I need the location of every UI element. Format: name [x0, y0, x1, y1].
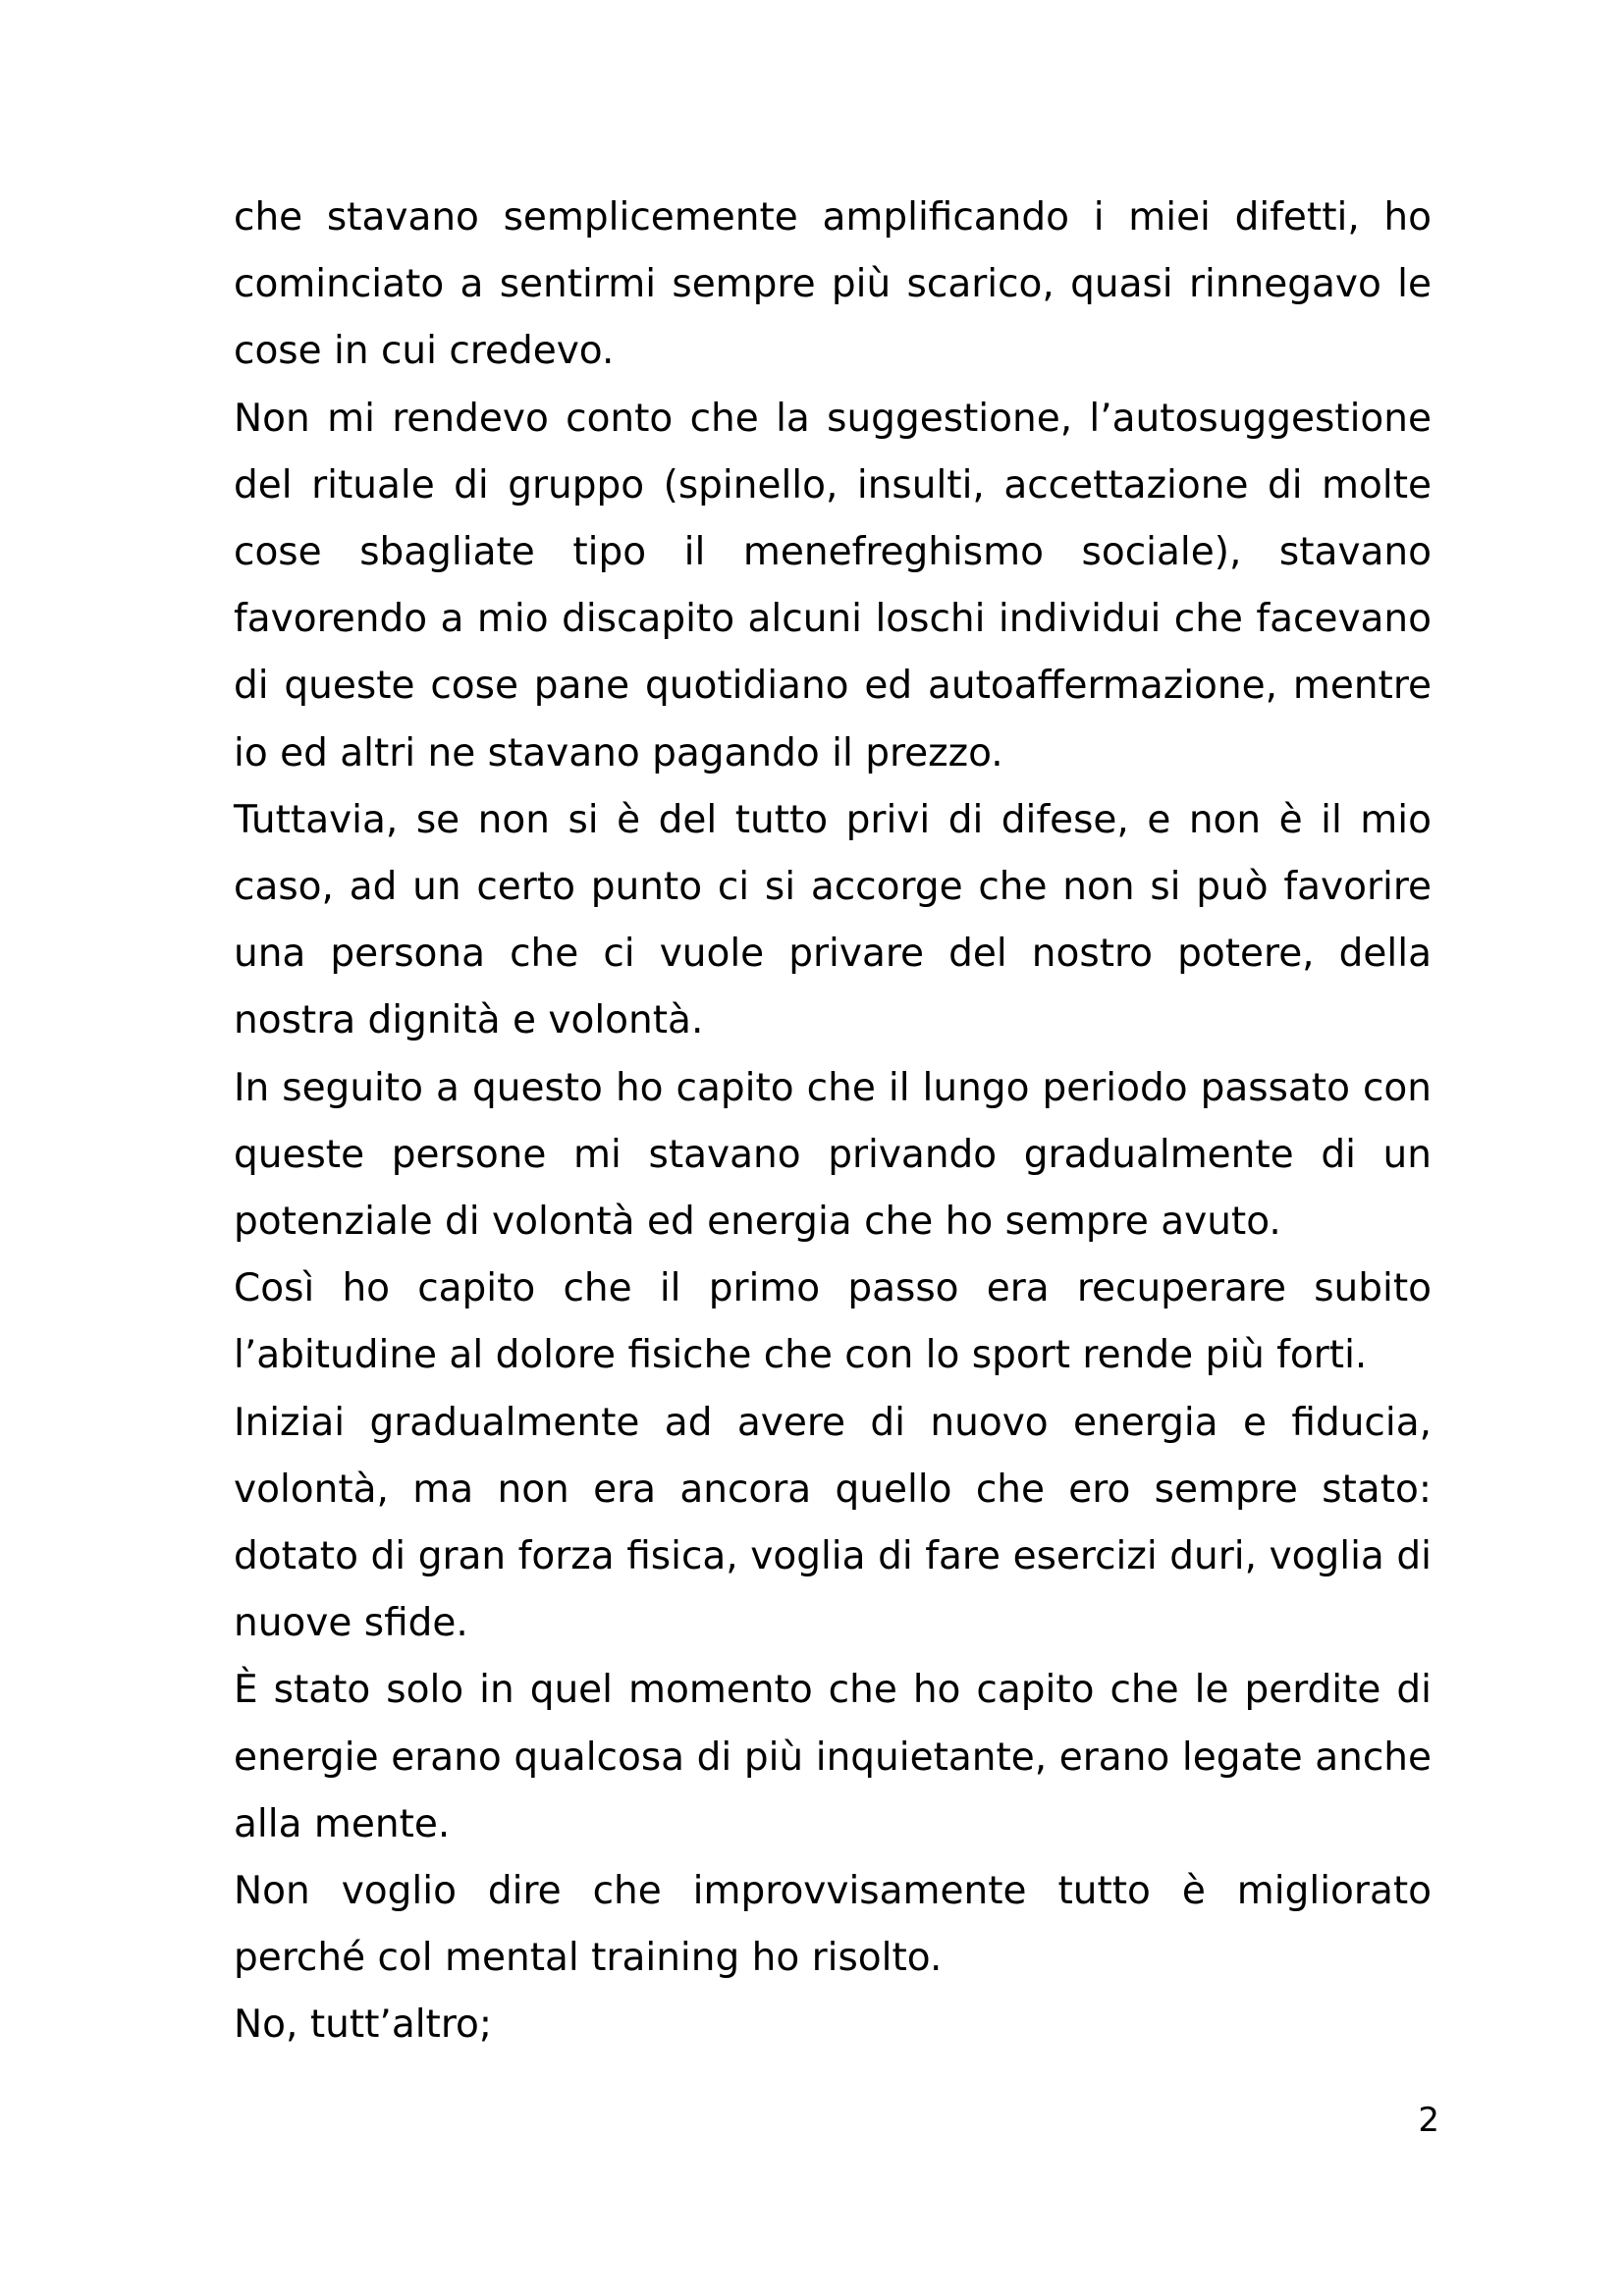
paragraph-6: Iniziai gradualmente ad avere di nuovo energia e fiducia, volontà, ma non era ancora quello che ero sempre stato: dotato di gran forza fisica, voglia di fare esercizi duri, voglia di nuove sfide.: [234, 1400, 1432, 1646]
paragraph-1: che stavano semplicemente amplificando i miei difetti, ho cominciato a sentirmi sempre più scarico, quasi rinnegavo le cose in cui credevo.: [234, 195, 1432, 374]
paragraph-3: Tuttavia, se non si è del tutto privi di difese, e non è il mio caso, ad un certo punto ci si accorge che non si può favorire una persona che ci vuole privare del nostro potere, della nostra dignità e volontà.: [234, 797, 1432, 1043]
paragraph-8: Non voglio dire che improvvisamente tutto è migliorato perché col mental training ho risolto.: [234, 1869, 1432, 1981]
paragraph-4: In seguito a questo ho capito che il lungo periodo passato con queste persone mi stavano privando gradualmente di un potenziale di volontà ed energia che ho sempre avuto.: [234, 1065, 1432, 1245]
paragraph-9: No, tutt’altro;: [234, 2002, 493, 2048]
body-text: [234, 185, 1432, 2059]
paragraph-2: Non mi rendevo conto che la suggestione, l’autosuggestione del rituale di gruppo (spinello, insulti, accettazione di molte cose sbagliate tipo il menefreghismo sociale), stavano favorendo a mio discapito alcuni loschi individui che facevano di queste cose pane quotidiano ed autoaffermazione, mentre io ed altri ne stavano pagando il prezzo.: [234, 396, 1432, 775]
paragraph-5: Così ho capito che il primo passo era recuperare subito l’abitudine al dolore fisiche che con lo sport rende più forti.: [234, 1266, 1432, 1378]
page-number: 2: [1418, 2101, 1439, 2140]
paragraph-7: È stato solo in quel momento che ho capito che le perdite di energie erano qualcosa di più inquietante, erano legate anche alla mente.: [234, 1668, 1432, 1846]
